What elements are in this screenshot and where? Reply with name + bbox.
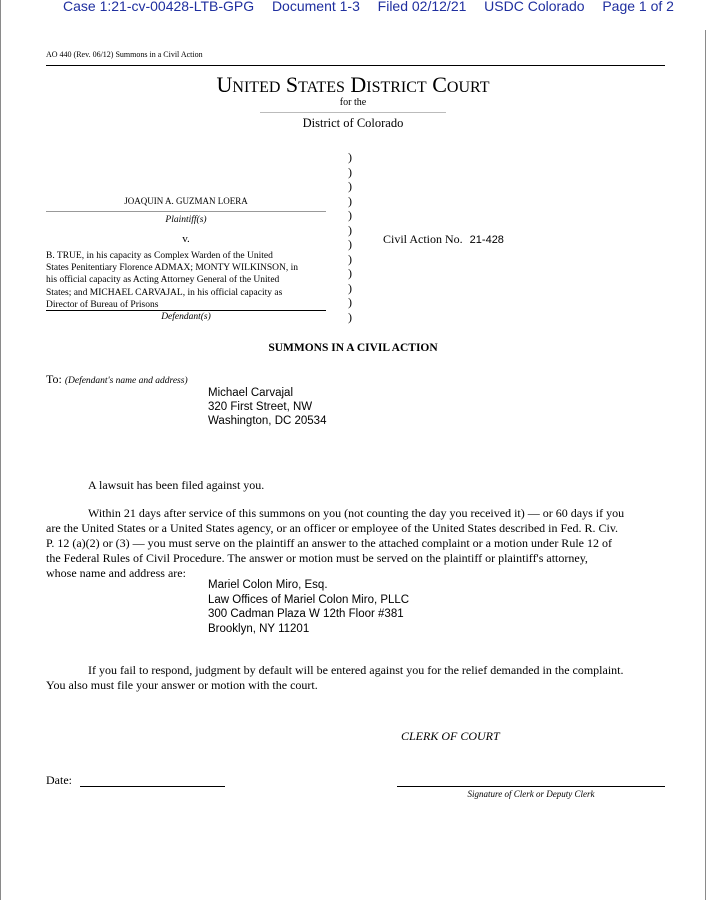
versus-text: v. <box>182 233 190 245</box>
default-line: If you fail to respond, judgment by default will be entered against you for the relief demanded in the complaint. <box>88 663 624 677</box>
defendants-line: Director of Bureau of Prisons <box>46 299 159 310</box>
signature-line <box>397 786 665 787</box>
defendant-address <box>208 386 326 428</box>
to-label: To: <box>46 372 62 386</box>
defendants-rule <box>46 310 326 311</box>
date-field-line <box>80 786 225 787</box>
stamp-document: Document 1-3 <box>271 0 360 14</box>
filing-stamp <box>63 0 674 14</box>
address-line: 320 First Street, NW <box>208 401 313 413</box>
address-line: Washington, DC 20534 <box>208 415 327 427</box>
defendants-line: States Penitentiary Florence ADMAX; MONTY WILKINSON, in <box>46 263 298 274</box>
for-the-text: for the <box>339 97 367 108</box>
header-rule <box>46 65 665 66</box>
instructions-line: P. 12 (a)(2) or (3) — you must serve on the plaintiff an answer to the attached complaint or a motion under Rule 12 of <box>46 536 612 550</box>
defendants-line: B. TRUE, in his capacity as Complex Warden of the United <box>46 251 273 261</box>
court-title <box>0 72 706 98</box>
plaintiff-name: JOAQUIN A. GUZMAN LOERA <box>124 196 248 206</box>
instructions-line: Within 21 days after service of this summons on you (not counting the day you received it) — or 60 days if you <box>88 506 625 520</box>
defendants-line: his official capacity as Acting Attorney General of the United <box>46 275 280 286</box>
date-label: Date: <box>46 773 72 787</box>
instructions-line: the Federal Rules of Civil Procedure. The answer or motion must be served on the plaintiff or plaintiff's attorney, <box>46 551 588 565</box>
instructions-line: are the United States or a United States agency, or an officer or employee of the United States described in Fed. R. Civ. <box>46 521 619 535</box>
to-line <box>46 372 188 387</box>
civil-action-label: Civil Action No. <box>383 232 463 246</box>
attorney-line: Brooklyn, NY 11201 <box>208 622 310 635</box>
default-line: You also must file your answer or motion with the court. <box>46 678 318 692</box>
plaintiff-label: Plaintiff(s) <box>165 215 207 225</box>
for-the-rule <box>260 112 446 113</box>
caption-parentheses: ) ) ) ) ) ) ) ) ) ) ) ) <box>348 150 352 324</box>
plaintiff-rule <box>46 211 326 212</box>
clerk-of-court: CLERK OF COURT <box>401 729 500 743</box>
district-name: District of Colorado <box>302 116 404 130</box>
stamp-court: USDC Colorado <box>484 0 585 14</box>
signature-label: Signature of Clerk or Deputy Clerk <box>467 789 595 799</box>
court-title-word: UNITED <box>216 72 281 97</box>
stamp-page: Page 1 of 2 <box>602 0 674 14</box>
civil-action-number: 21-428 <box>469 234 504 246</box>
defendants-line: States; and MICHAEL CARVAJAL, in his official capacity as <box>46 287 283 298</box>
attorney-address <box>208 578 409 636</box>
page-edge-left <box>0 0 1 900</box>
address-line: Michael Carvajal <box>208 387 294 399</box>
court-title-word: STATES <box>285 72 345 97</box>
instructions-line: whose name and address are: <box>46 566 186 580</box>
court-title-word: DISTRICT <box>350 72 427 97</box>
defendants-label: Defendant(s) <box>161 312 211 322</box>
instructions-paragraph <box>46 506 666 581</box>
lawsuit-notice: A lawsuit has been filed against you. <box>88 478 265 492</box>
stamp-case: Case 1:21-cv-00428-LTB-GPG <box>63 0 255 14</box>
defendants-block <box>46 250 331 311</box>
summons-title: SUMMONS IN A CIVIL ACTION <box>268 342 438 354</box>
default-paragraph <box>46 663 666 693</box>
civil-action <box>383 232 504 247</box>
to-hint: (Defendant's name and address) <box>64 376 188 386</box>
attorney-line: Mariel Colon Miro, Esq. <box>208 579 328 591</box>
stamp-filed: Filed 02/12/21 <box>377 0 467 14</box>
court-title-word: COURT <box>432 72 490 97</box>
attorney-line: 300 Cadman Plaza W 12th Floor #381 <box>208 608 404 620</box>
attorney-line: Law Offices of Mariel Colon Miro, PLLC <box>208 593 410 606</box>
form-identifier: AO 440 (Rev. 06/12) Summons in a Civil Action <box>46 50 203 59</box>
